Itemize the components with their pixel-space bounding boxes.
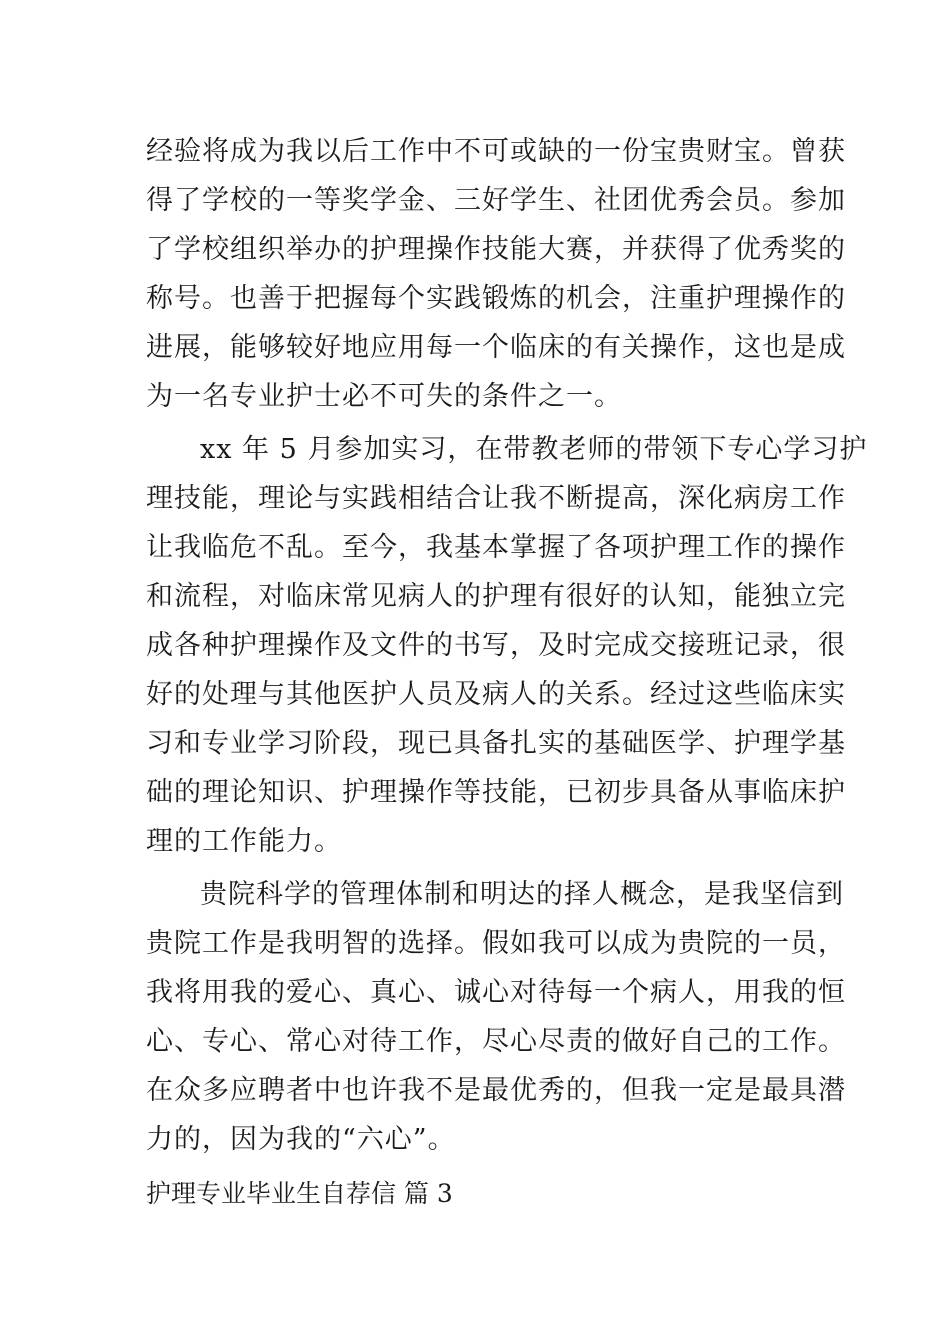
paragraph-1-line-2: 得了学校的一等奖学金、三好学生、社团优秀会员。参加 <box>146 185 846 216</box>
paragraph-3-line-3: 我将用我的爱心、真心、诚心对待每一个病人，用我的恒 <box>146 977 846 1008</box>
section-heading: 护理专业毕业生自荐信 篇 3 <box>146 1179 453 1208</box>
paragraph-3-line-1: 贵院科学的管理体制和明达的择人概念，是我坚信到 <box>200 879 844 910</box>
paragraph-2-line-2: 理技能，理论与实践相结合让我不断提高，深化病房工作 <box>146 483 846 514</box>
paragraph-2-line-5: 成各种护理操作及文件的书写，及时完成交接班记录，很 <box>146 630 846 661</box>
paragraph-1-line-3: 了学校组织举办的护理操作技能大赛，并获得了优秀奖的 <box>146 234 846 265</box>
paragraph-2-line-7: 习和专业学习阶段，现已具备扎实的基础医学、护理学基 <box>146 728 846 759</box>
paragraph-1-line-4: 称号。也善于把握每个实践锻炼的机会，注重护理操作的 <box>146 283 846 314</box>
paragraph-3-line-4: 心、专心、常心对待工作，尽心尽责的做好自己的工作。 <box>146 1026 846 1057</box>
paragraph-2-line-8: 础的理论知识、护理操作等技能，已初步具备从事临床护 <box>146 777 846 808</box>
paragraph-2-line-4: 和流程，对临床常见病人的护理有很好的认知，能独立完 <box>146 581 846 612</box>
paragraph-3-line-2: 贵院工作是我明智的选择。假如我可以成为贵院的一员， <box>146 928 846 959</box>
paragraph-2-line-9: 理的工作能力。 <box>146 826 342 857</box>
paragraph-2-line-6: 好的处理与其他医护人员及病人的关系。经过这些临床实 <box>146 679 846 710</box>
paragraph-2-line-3: 让我临危不乱。至今，我基本掌握了各项护理工作的操作 <box>146 532 846 563</box>
paragraph-3-line-6: 力的，因为我的“六心”。 <box>146 1124 456 1155</box>
paragraph-1-line-6: 为一名专业护士必不可失的条件之一。 <box>146 381 622 412</box>
paragraph-3-line-5: 在众多应聘者中也许我不是最优秀的，但我一定是最具潜 <box>146 1075 846 1106</box>
paragraph-1-line-1: 经验将成为我以后工作中不可或缺的一份宝贵财宝。曾获 <box>146 136 846 167</box>
paragraph-1-line-5: 进展，能够较好地应用每一个临床的有关操作，这也是成 <box>146 332 846 363</box>
paragraph-2-line-1: xx 年 5 月参加实习，在带教老师的带领下专心学习护 <box>200 434 868 465</box>
